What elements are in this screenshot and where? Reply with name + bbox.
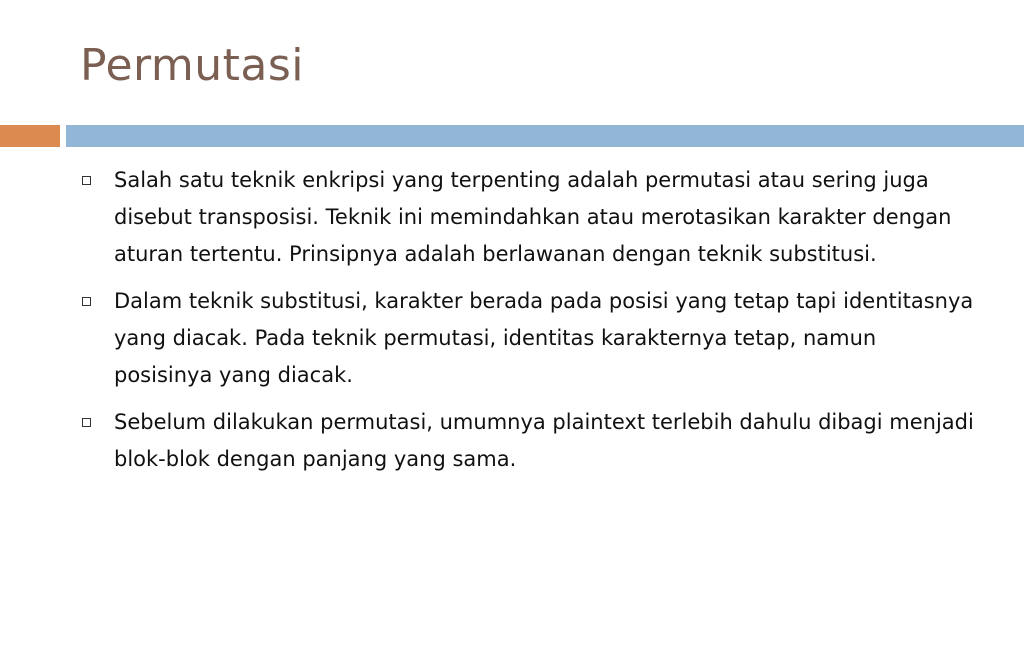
accent-bar-blue	[66, 125, 1024, 147]
bullet-text: Salah satu teknik enkripsi yang terpenting adalah permutasi atau sering juga disebut transposisi. Teknik ini memindahkan atau merotasikan karakter dengan aturan tertentu. Prinsipnya adalah berlawanan dengan teknik substitusi.	[114, 168, 952, 266]
bullet-item	[80, 404, 980, 478]
slide-title: Permutasi	[80, 40, 304, 91]
bullet-text: Sebelum dilakukan permutasi, umumnya plaintext terlebih dahulu dibagi menjadi blok-blok dengan panjang yang sama.	[114, 410, 974, 471]
hollow-square-icon	[82, 176, 91, 185]
bullet-item	[80, 162, 980, 273]
bullet-text: Dalam teknik substitusi, karakter berada pada posisi yang tetap tapi identitasnya yang diacak. Pada teknik permutasi, identitas karakternya tetap, namun posisinya yang diacak.	[114, 289, 974, 387]
bullet-list	[80, 162, 980, 488]
hollow-square-icon	[82, 297, 91, 306]
accent-bar-orange	[0, 125, 60, 147]
hollow-square-icon	[82, 418, 91, 427]
bullet-item	[80, 283, 980, 394]
